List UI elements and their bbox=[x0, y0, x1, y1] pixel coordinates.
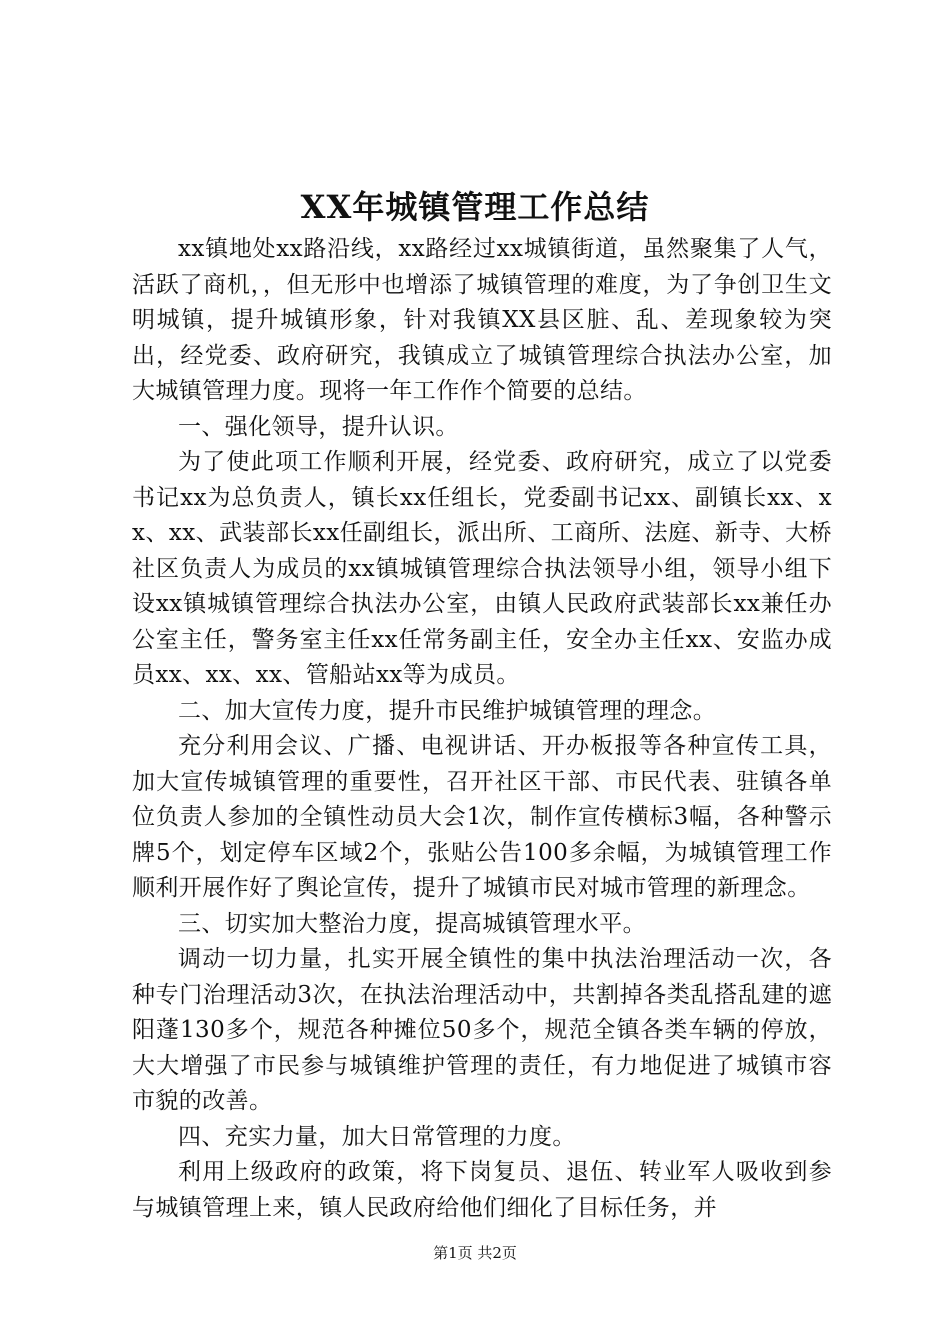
section-heading-2: 二、加大宣传力度，提升市民维护城镇管理的理念。 bbox=[178, 697, 717, 724]
section-heading-4: 四、充实力量，加大日常管理的力度。 bbox=[178, 1123, 576, 1150]
document-title: XX年城镇管理工作总结 bbox=[300, 188, 650, 226]
section-heading-3: 三、切实加大整治力度，提高城镇管理水平。 bbox=[178, 910, 646, 937]
section-paragraph-3: 调动一切力量，扎实开展全镇性的集中执法治理活动一次，各种专门治理活动3次，在执法治理活动中，共割掉各类乱搭乱建的遮阳蓬130多个，规范各种摊位50多个，规范全镇各类车辆的停放，大大增强了市民参与城镇维护管理的责任，有力地促进了城镇市容市貌的改善。 bbox=[132, 946, 832, 1114]
section-paragraph-2: 充分利用会议、广播、电视讲话、开办板报等各种宣传工具，加大宣传城镇管理的重要性，召开社区干部、市民代表、驻镇各单位负责人参加的全镇性动员大会1次，制作宣传横标3幅，各种警示牌5个，划定停车区域2个，张贴公告100多余幅，为城镇管理工作顺利开展作好了舆论宣传，提升了城镇市民对城市管理的新理念。 bbox=[132, 733, 832, 901]
section-paragraph-4: 利用上级政府的政策，将下岗复员、退伍、转业军人吸收到参与城镇管理上来，镇人民政府给他们细化了目标任务，并 bbox=[132, 1159, 832, 1221]
document-body bbox=[132, 232, 832, 1226]
section-paragraph-1: 为了使此项工作顺利开展，经党委、政府研究，成立了以党委书记xx为总负责人，镇长xx任组长，党委副书记xx、副镇长xx、xx、xx、武装部长xx任副组长，派出所、工商所、法庭、新寺、大桥社区负责人为成员的xx镇城镇管理综合执法领导小组，领导小组下设xx镇城镇管理综合执法办公室，由镇人民政府武装部长xx兼任办公室主任，警务室主任xx任常务副主任，安全办主任xx、安监办成员xx、xx、xx、管船站xx等为成员。 bbox=[132, 449, 832, 688]
section-heading-1: 一、强化领导，提升认识。 bbox=[178, 413, 459, 440]
intro-paragraph: xx镇地处xx路沿线，xx路经过xx城镇街道，虽然聚集了人气，活跃了商机，，但无形中也增添了城镇管理的难度，为了争创卫生文明城镇，提升城镇形象，针对我镇XX县区脏、乱、差现象较为突出，经党委、政府研究，我镇成立了城镇管理综合执法办公室，加大城镇管理力度。现将一年工作作个简要的总结。 bbox=[132, 236, 832, 404]
page-number-footer: 第1页 共2页 bbox=[433, 1244, 517, 1262]
